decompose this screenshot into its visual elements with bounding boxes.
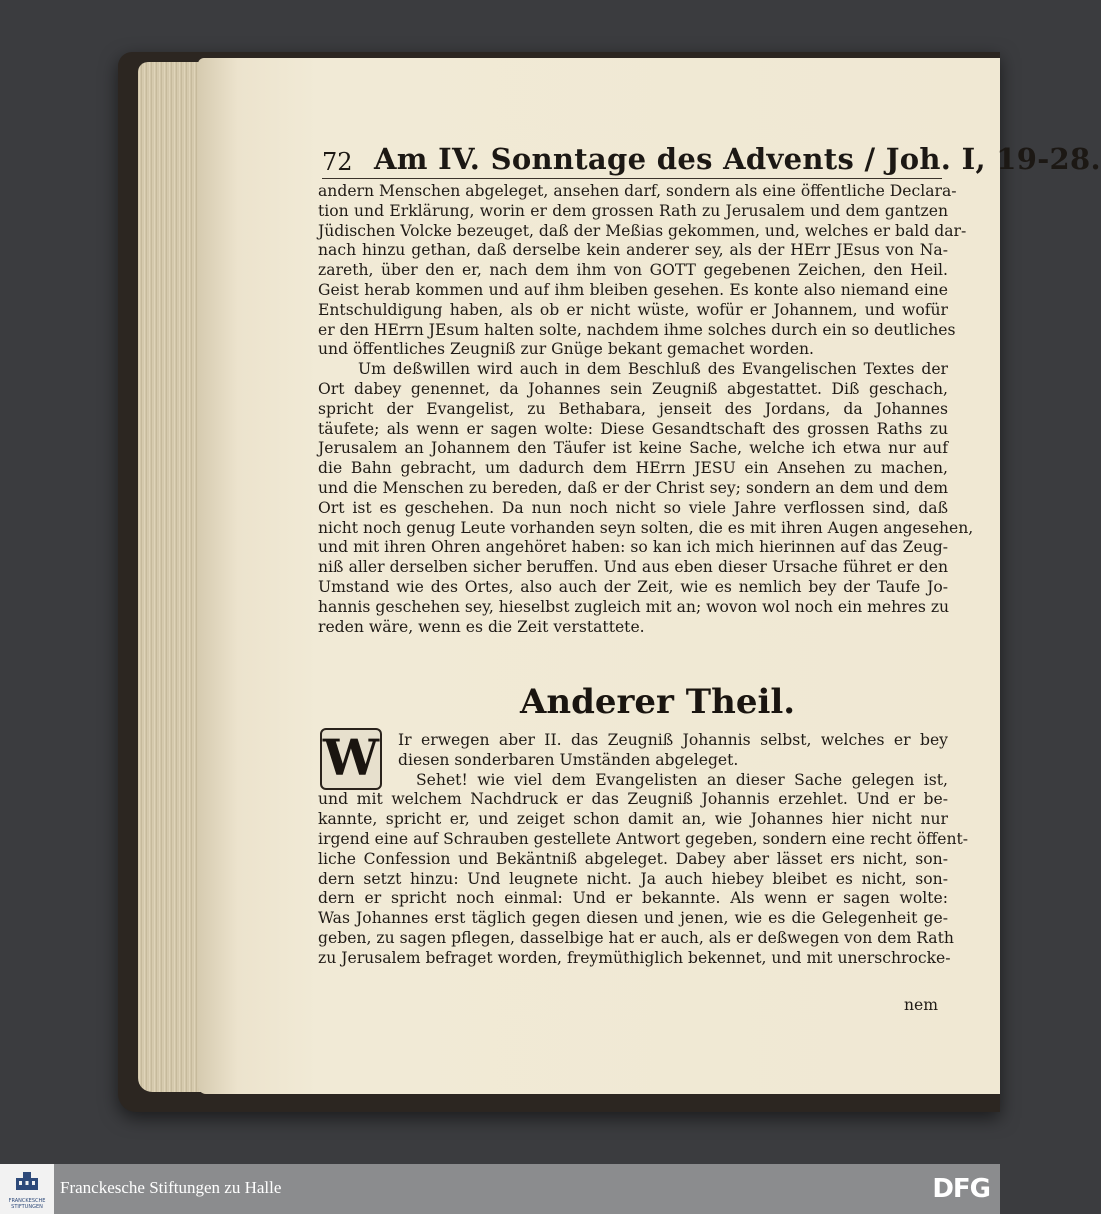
page-header	[322, 138, 1101, 182]
footer-bar	[0, 1164, 1000, 1214]
logo-caption: FRANCKESCHE STIFTUNGEN	[8, 1198, 46, 1210]
paragraph-2	[318, 730, 969, 968]
text-line: er den HErrn JEsum halten solte, nachdem ihme solches durch ein so deutliches	[318, 320, 956, 339]
paragraph-1	[318, 182, 974, 637]
text-line: dern setzt hinzu: Und leugnete nicht. Ja auch hiebey bleibet es nicht, son-	[318, 869, 948, 888]
text-line: Jerusalem an Johannem den Täufer ist keine Sache, welche ich etwa nur auf	[318, 439, 948, 458]
building-icon	[14, 1172, 40, 1192]
institution-name[interactable]: Franckesche Stiftungen zu Halle	[60, 1178, 282, 1197]
text-line: Entschuldigung haben, als ob er nicht wüste, wofür er Johannem, und wofür	[318, 300, 948, 319]
text-line: irgend eine auf Schrauben gestellete Antwort gegeben, sondern eine recht öffent-	[318, 829, 969, 848]
catchword: nem	[903, 996, 938, 1014]
institution-logo[interactable]	[0, 1164, 54, 1214]
text-line: geben, zu sagen pflegen, dasselbige hat er auch, als er deßwegen von dem Rath	[318, 928, 954, 947]
text-line: hannis geschehen sey, hieselbst zugleich mit an; wovon wol noch ein mehres zu	[318, 597, 950, 616]
text-line: Jüdischen Volcke bezeuget, daß der Meßias gekommen, und, welches er bald dar-	[318, 221, 967, 240]
text-line: niß aller derselben sicher beruffen. Und aus eben dieser Ursache führet er den	[318, 558, 948, 577]
text-line: zareth, über den er, nach dem ihm von GOTT gegebenen Zeichen, den Heil.	[318, 261, 948, 280]
text-line: kannte, spricht er, und zeiget schon damit an, wie Johannes hier nicht nur	[318, 810, 948, 829]
text-line: Ort ist es geschehen. Da nun noch nicht so viele Jahre verflossen sind, daß	[318, 498, 948, 517]
text-line: täufete; als wenn er sagen wolte: Diese Gesandtschaft des grossen Raths zu	[318, 419, 948, 438]
text-line: diesen sonderbaren Umständen abgeleget.	[398, 750, 739, 769]
text-line: Geist herab kommen und auf ihm bleiben gesehen. Es konte also niemand eine	[318, 280, 948, 299]
text-line: andern Menschen abgeleget, ansehen darf, sondern als eine öffentliche Declara-	[318, 182, 957, 200]
dfg-logo[interactable]: DFG	[932, 1174, 990, 1204]
header-rule	[322, 178, 942, 179]
text-line: und die Menschen zu bereden, daß er der Christ sey; sondern an dem und dem	[318, 478, 948, 497]
text-line: die Bahn gebracht, um dadurch dem HErrn JESU ein Ansehen zu machen,	[318, 459, 948, 478]
text-line: und mit welchem Nachdruck er das Zeugniß Johannis erzehlet. Und er be-	[318, 790, 948, 809]
text-line: spricht der Evangelist, zu Bethabara, jenseit des Jordans, da Johannes	[318, 399, 948, 418]
text-line: nicht noch genug Leute vorhanden seyn solten, die es mit ihren Augen angesehen,	[318, 518, 974, 537]
text-line: dern er spricht noch einmal: Und er bekannte. Als wenn er sagen wolte:	[318, 889, 948, 908]
text-line: zu Jerusalem befraget worden, freymüthiglich bekennet, und mit unerschrocke-	[318, 948, 951, 967]
dropcap-initial: W	[320, 728, 382, 790]
text-line: tion und Erklärung, worin er dem grossen Rath zu Jerusalem und dem gantzen	[318, 201, 948, 220]
section-heading: Anderer Theil.	[520, 682, 796, 722]
text-line: nach hinzu gethan, daß derselbe kein anderer sey, als der HErr JEsus von Na-	[318, 241, 948, 260]
text-line: reden wäre, wenn es die Zeit verstattete.	[318, 617, 645, 636]
text-line: Ort dabey genennet, da Johannes sein Zeugniß abgestattet. Diß geschach,	[318, 379, 948, 398]
text-line: und mit ihren Ohren angehöret haben: so kan ich mich hierinnen auf das Zeug-	[318, 538, 948, 557]
text-line: Ir erwegen aber II. das Zeugniß Johannis selbst, welches er bey	[398, 731, 948, 749]
text-line: und öffentliches Zeugniß zur Gnüge bekant gemachet worden.	[318, 340, 814, 359]
text-line: Sehet! wie viel dem Evangelisten an dieser Sache gelegen ist,	[416, 770, 948, 789]
page-number: 72	[322, 148, 353, 176]
running-title: Am IV. Sonntage des Advents / Joh. I, 19-28.	[374, 142, 1101, 176]
text-line: liche Confession und Bekäntniß abgeleget. Dabey aber lässet ers nicht, son-	[318, 849, 948, 868]
text-line: Was Johannes erst täglich gegen diesen und jenen, wie es die Gelegenheit ge-	[318, 909, 948, 928]
text-line: Um deßwillen wird auch in dem Beschluß des Evangelischen Textes der	[358, 360, 948, 379]
text-line: Umstand wie des Ortes, also auch der Zeit, wie es nemlich bey der Taufe Jo-	[318, 577, 948, 596]
